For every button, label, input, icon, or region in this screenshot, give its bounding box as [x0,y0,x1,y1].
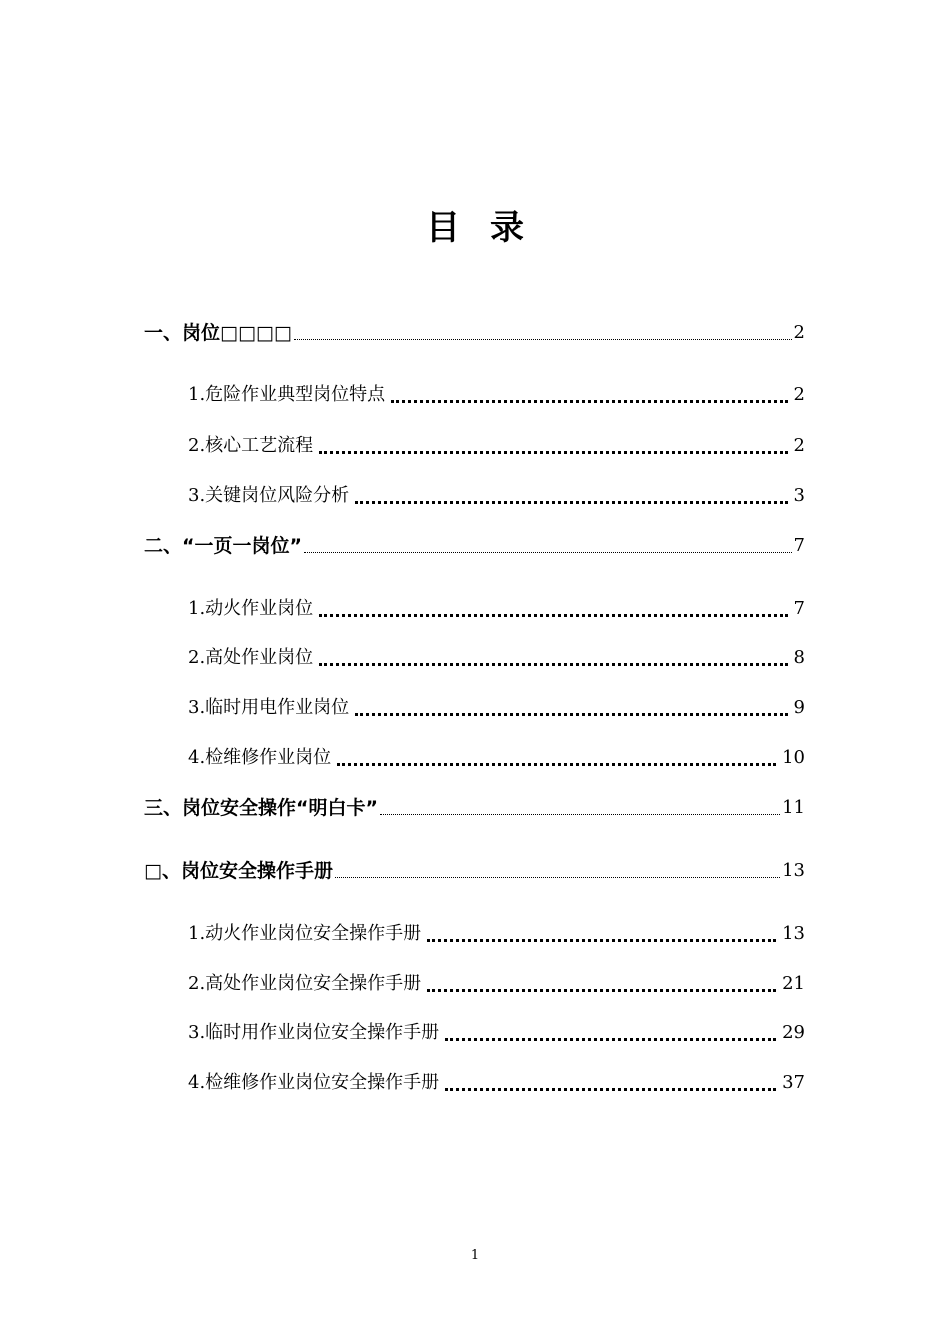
toc-leader-dots [380,814,780,815]
toc-leader-dots [355,501,787,504]
toc-entry[interactable] [188,479,805,509]
toc-leader-dots [319,451,787,454]
toc-entry-page: 2 [793,384,805,405]
toc-entry-page: 37 [782,1072,805,1093]
toc-entry-label: 3.临时用作业岗位安全操作手册 [188,1022,440,1043]
toc-entry-label: 3.关键岗位风险分析 [188,485,350,506]
toc-entry-label: 1.动火作业岗位 [188,598,314,619]
toc-entry-label: 4.检维修作业岗位 [188,747,332,768]
toc-entry-page: 10 [782,747,805,768]
toc-entry-page: 7 [793,598,805,619]
toc-entry[interactable] [188,429,805,459]
toc-entry-label: 2.核心工艺流程 [188,435,314,456]
toc-entry-page: 13 [782,923,805,944]
toc-entry[interactable] [188,967,805,997]
toc-leader-dots [337,763,776,766]
toc-entry-label: 三、岗位安全操作“明白卡” [144,797,378,819]
toc-entry-label: 1.动火作业岗位安全操作手册 [188,923,422,944]
toc-leader-dots [294,339,792,340]
toc-entry[interactable] [188,641,805,671]
footer-page-number: 1 [470,1248,480,1263]
toc-entry-page: 11 [782,797,805,818]
toc-entry[interactable] [144,791,805,821]
toc-entry-label: 一、岗位□□□□ [144,322,292,344]
toc-entry-label: 3.临时用电作业岗位 [188,697,350,718]
toc-entry-label: 2.高处作业岗位安全操作手册 [188,973,422,994]
toc-entry-label: 二、“一页一岗位” [144,535,302,557]
toc-leader-dots [319,614,787,617]
toc-entry-page: 29 [782,1022,805,1043]
toc-entry-page: 13 [782,860,805,881]
toc-entry[interactable] [188,592,805,622]
toc-entry-page: 2 [793,435,805,456]
page-title: 目录 [426,208,554,248]
toc-entry-label: 1.危险作业典型岗位特点 [188,384,386,405]
toc-leader-dots [427,989,776,992]
toc-entry[interactable] [188,378,805,408]
toc-entry-label: 4.检维修作业岗位安全操作手册 [188,1072,440,1093]
toc-entry[interactable] [188,1016,805,1046]
toc-entry-label: 2.高处作业岗位 [188,647,314,668]
toc-entry[interactable] [144,854,805,884]
toc-leader-dots [445,1088,776,1091]
toc-leader-dots [427,939,776,942]
toc-entry-page: 7 [793,535,805,556]
toc-entry[interactable] [144,529,805,559]
toc-leader-dots [445,1038,776,1041]
toc-leader-dots [319,663,787,666]
toc-entry[interactable] [188,917,805,947]
toc-entry-page: 9 [793,697,805,718]
toc-leader-dots [391,400,787,403]
toc-leader-dots [335,877,780,878]
toc-entry-page: 2 [793,322,805,343]
toc-entry-page: 3 [793,485,805,506]
toc-entry-label: □、岗位安全操作手册 [144,860,333,882]
toc-entry[interactable] [188,741,805,771]
toc-leader-dots [304,552,792,553]
toc-entry[interactable] [188,1066,805,1096]
toc-entry[interactable] [188,691,805,721]
toc-entry[interactable] [144,316,805,346]
toc-leader-dots [355,713,787,716]
toc-entry-page: 8 [793,647,805,668]
toc-entry-page: 21 [782,973,805,994]
